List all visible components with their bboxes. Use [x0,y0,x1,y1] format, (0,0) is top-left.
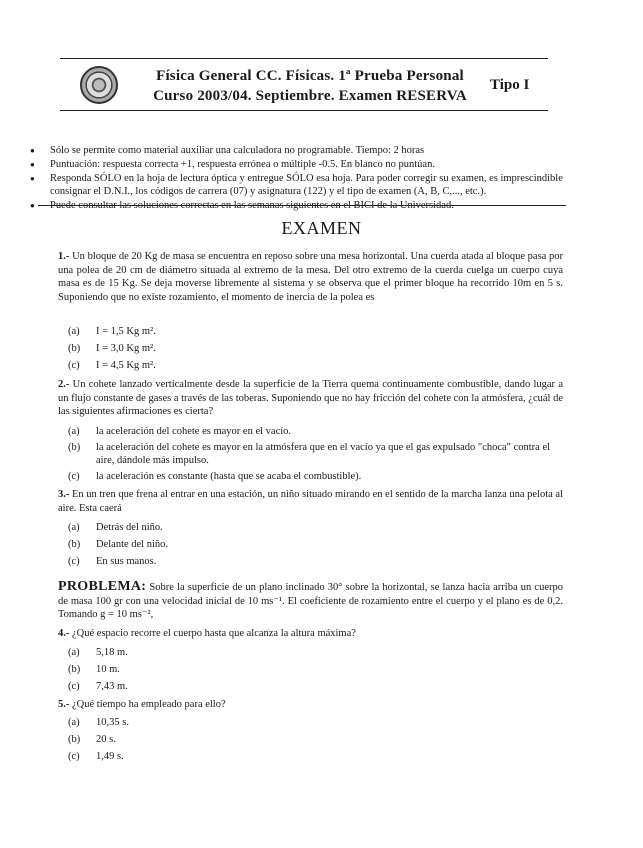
question-3-option-b: (b) Delante del niño. [68,539,169,550]
question-5-option-a: (a) 10,35 s. [68,717,129,728]
question-1-option-a: (a) I = 1,5 Kg m². [68,326,156,337]
question-1-option-b: (b) I = 3,0 Kg m². [68,343,156,354]
question-1-option-c: (c) I = 4,5 Kg m². [68,360,156,371]
instruction-item: ● Puntuación: respuesta correcta +1, respuesta errónea o múltiple -0.5. En blanco no puntúan. [30,159,435,170]
question-5-option-c: (c) 1,49 s. [68,751,124,762]
instruction-item: ● Puede consultar las soluciones correctas en las semanas siguientes en el BICI de la Universidad. [30,200,454,211]
question-4-option-c: (c) 7,43 m. [68,681,128,692]
question-5-option-b: (b) 20 s. [68,734,116,745]
question-4: 4.- ¿Qué espacio recorre el cuerpo hasta que alcanza la altura máxima? [58,628,356,639]
problema-statement: PROBLEMA: Sobre la superficie de un plano inclinado 30° sobre la horizontal, se lanza hacia arriba un cuerpo de masa 100 gr con una velocidad inicial de 10 ms⁻¹. El coeficiente de rozamiento entre el cuerpo y el plano es de 0,2. Tomando g = 10 ms⁻², [58,579,563,620]
question-2-option-a: (a) la aceleración del cohete es mayor en el vacío. [68,426,292,437]
question-3-option-c: (c) En sus manos. [68,556,157,567]
question-2-option-b: (b) la aceleración del cohete es mayor en la atmósfera que en el vacío ya que el gas expulsado "choca" contra el aire, dándole más impulso. [68,442,551,466]
instructions-bottom-rule [38,205,566,206]
exam-title: EXAMEN [281,218,362,238]
instruction-item: ● Responda SÓLO en la hoja de lectura óptica y entregue SÓLO esa hoja. Para poder corregir su examen, es imprescindible consignar el D.N.I., los códigos de carrera (07) y asignatura (122) y el tipo de examen (A, B, C,..., etc.). [30,173,563,197]
question-2-option-c: (c) la aceleración es constante (hasta que se acaba el combustible). [68,471,362,482]
question-5: 5.- ¿Qué tiempo ha empleado para ello? [58,699,226,710]
university-seal-icon [80,66,118,104]
question-4-option-b: (b) 10 m. [68,664,120,675]
instruction-item: ● Sólo se permite como material auxiliar una calculadora no programable. Tiempo: 2 horas [30,145,425,156]
header-bottom-rule [60,110,548,111]
header-title-line1: Física General CC. Físicas. 1ª Prueba Personal [156,68,464,84]
header-title-line2: Curso 2003/04. Septiembre. Examen RESERVA [153,88,467,104]
question-4-option-a: (a) 5,18 m. [68,647,128,658]
question-3: 3.- En un tren que frena al entrar en una estación, un niño situado mirando en el sentido de la marcha lanza una pelota al aire. Esta caerá [58,489,564,514]
question-1: 1.- Un bloque de 20 Kg de masa se encuentra en reposo sobre una mesa horizontal. Una cuerda atada al bloque pasa por una polea de 20 cm de diámetro situada al extremo de la mesa. Del otro extremo de la cuerda cuelga un cuerpo cuya masa es de 15 Kg. Se deja moverse libremente al sistema y se observa que el primer bloque ha recorrido 10m en 5 s. Suponiendo que no existe rozamiento, el momento de inercia de la polea es [58,251,563,303]
question-2: 2.- Un cohete lanzado verticalmente desde la superficie de la Tierra quema continuamente combustible, dando lugar a un flujo constante de gases a través de las toberas. Suponiendo que no hay fricción del cohete con la atmósfera, ¿cuál de las siguientes afirmaciones es cierta? [58,379,563,417]
question-3-option-a: (a) Detrás del niño. [68,522,163,533]
exam-type-label: Tipo I [490,77,530,93]
instructions-list [30,144,570,213]
header-top-rule [60,58,548,59]
